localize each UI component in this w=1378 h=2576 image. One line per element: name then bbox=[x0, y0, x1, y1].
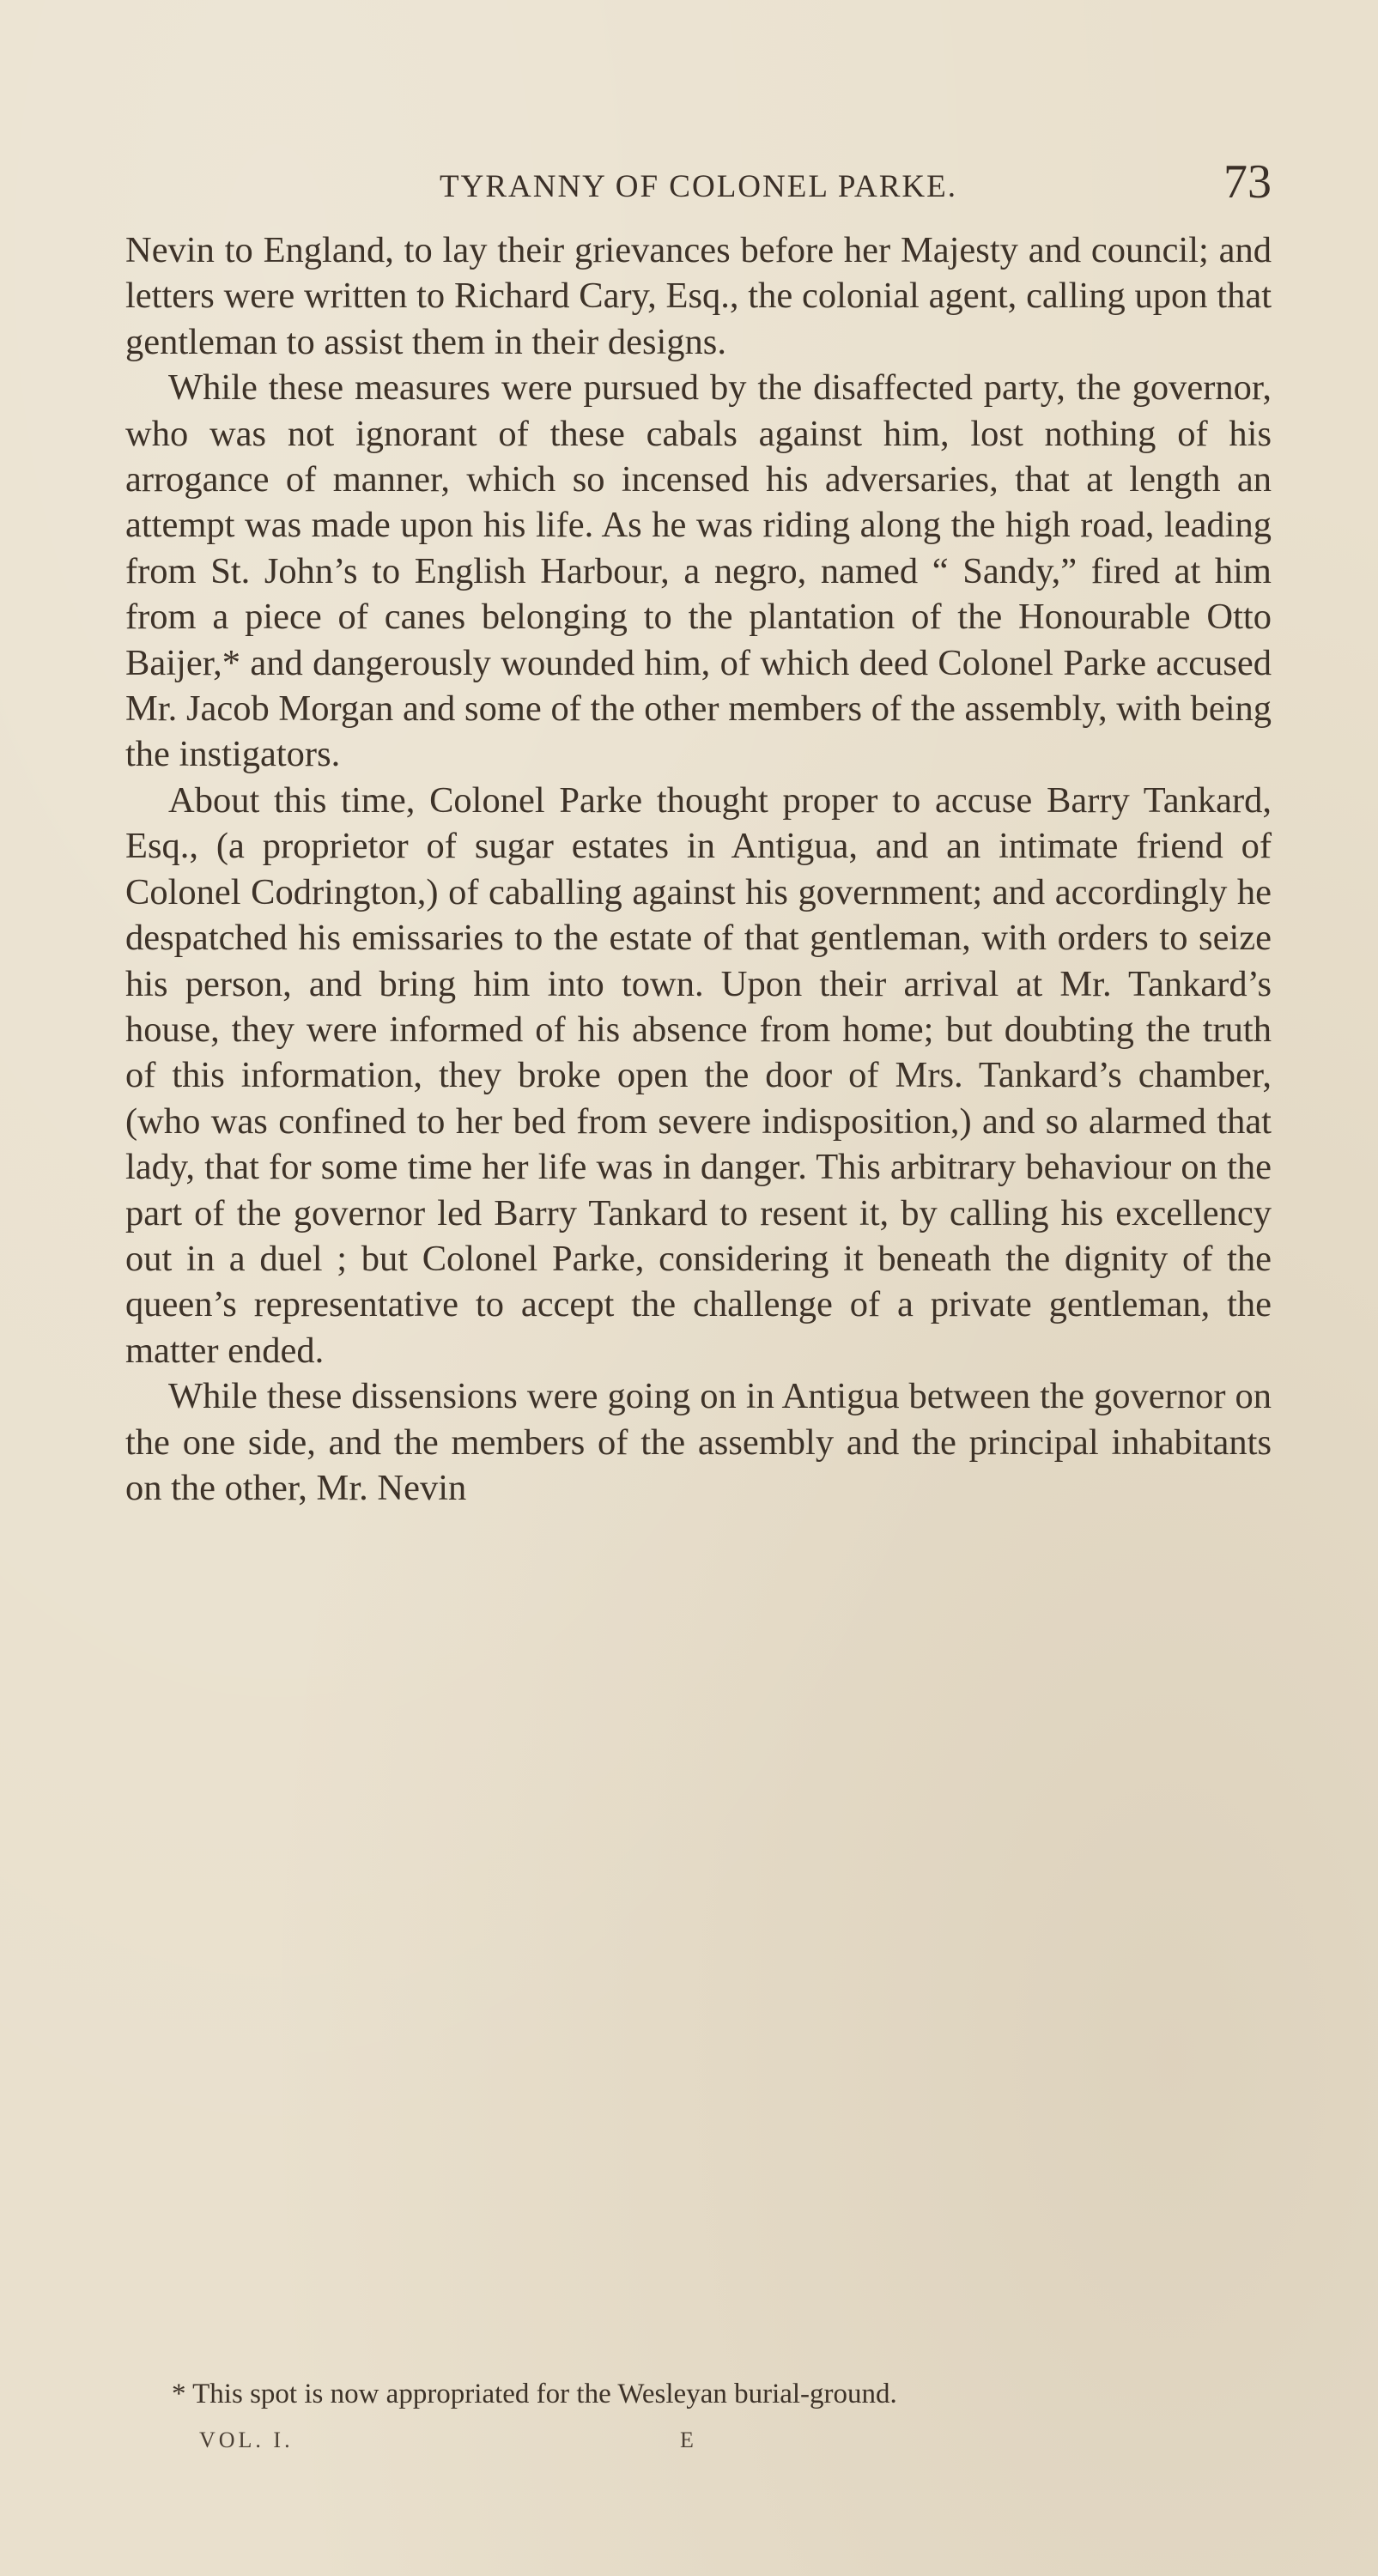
footnote: * This spot is now appropriated for the Wesleyan burial-ground. bbox=[172, 2379, 897, 2409]
paragraph-3: About this time, Colonel Parke thought proper to accuse Barry Tankard, Esq., (a proprietor of sugar estates in Antigua, and an intimate friend of Colonel Codrington,) of caballing against his government; and accordingly he despatched his emissaries to the estate of that gentleman, with orders to seize his person, and bring him into town. Upon their arrival at Mr. Tankard’s house, they were informed of his absence from home; but doubting the truth of this information, they broke open the door of Mrs. Tankard’s chamber, (who was confined to her bed from severe indisposition,) and so alarmed that lady, that for some time her life was in danger. This arbitrary behaviour on the part of the governor led Barry Tankard to resent it, by calling his excellency out in a duel ; but Colonel Parke, considering it beneath the dignity of the queen’s representative to accept the challenge of a private gentleman, the matter ended. bbox=[125, 779, 1272, 1371]
running-head bbox=[125, 155, 1272, 213]
page-number: 73 bbox=[1223, 155, 1272, 209]
paragraph-4: While these dissensions were going on in Antigua between the governor on the one side, and the members of the assembly and the principal inhabitants on the other, Mr. Nevin bbox=[125, 1376, 1272, 1508]
body-text bbox=[125, 227, 1272, 1511]
paragraph-1: Nevin to England, to lay their grievances before her Majesty and council; and letters were written to Richard Cary, Esq., the colonial agent, calling upon that gentleman to assist them in their designs. bbox=[125, 230, 1272, 362]
signature-mark: E bbox=[680, 2428, 697, 2452]
volume-mark: VOL. I. bbox=[199, 2428, 294, 2452]
signature-line bbox=[199, 2428, 1229, 2462]
paragraph-2: While these measures were pursued by the disaffected party, the governor, who was not ignorant of these cabals against him, lost nothing of his arrogance of manner, which so incensed his adversaries, that at length an attempt was made upon his life. As he was riding along the high road, leading from St. John’s to English Harbour, a negro, named “ Sandy,” fired at him from a piece of canes belonging to the plantation of the Honourable Otto Baijer,* and dangerously wounded him, of which deed Colonel Parke accused Mr. Jacob Morgan and some of the other members of the assembly, with being the instigators. bbox=[125, 367, 1272, 775]
running-title: TYRANNY OF COLONEL PARKE. bbox=[440, 169, 957, 204]
